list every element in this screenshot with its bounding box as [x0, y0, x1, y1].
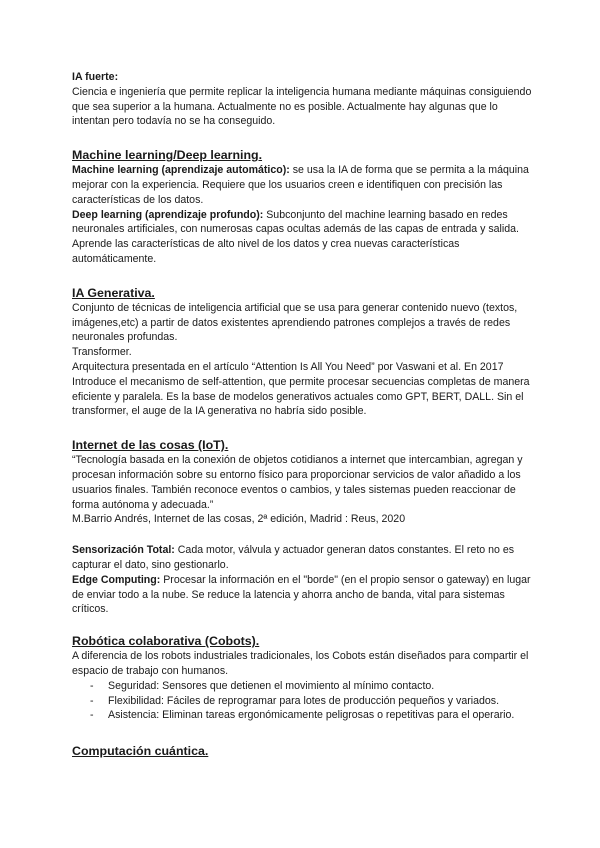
- ml-heading: Machine learning/Deep learning.: [72, 148, 263, 163]
- iot-quote: “Tecnología basada en la conexión de objetos cotidianos a internet que intercambian, agregan y procesan información sobre su entorno físico para proporcionar servicios de valor añadido a los usuarios finales. También reconoce eventos o cambios, y tales sistemas pueden reaccionar de forma autónoma y adecuada.”: [72, 454, 523, 511]
- section-ia-fuerte: [72, 70, 534, 129]
- ia-fuerte-title: IA fuerte:: [72, 71, 119, 83]
- iot-citation: M.Barrio Andrés, Internet de las cosas, 2ª edición, Madrid : Reus, 2020: [72, 513, 406, 526]
- generativa-heading: IA Generativa.: [72, 285, 155, 300]
- transformer-label: Transformer.: [72, 346, 132, 359]
- ml-text: se usa la IA de forma que se permita a la máquina mejorar con la experiencia. Requiere que los usuarios creen e identifiquen con precisión las características de los datos.: [72, 164, 529, 206]
- document-page: [72, 70, 534, 759]
- dl-paragraph: [72, 208, 534, 267]
- cuantica-heading: Computación cuántica.: [72, 744, 209, 759]
- section-computacion-cuantica: [72, 743, 534, 759]
- section-ia-generativa: [72, 285, 534, 419]
- ml-term: Machine learning (aprendizaje automático):: [72, 164, 290, 177]
- ia-fuerte-text: Ciencia e ingeniería que permite replicar la inteligencia humana mediante máquinas consiguiendo que sea superior a la humana. Actualmente no es posible. Actualmente hay algunas que lo intentan pero todavía no se ha conseguido.: [72, 85, 532, 128]
- edge-text: Procesar la información en el "borde" (en el propio sensor o gateway) en lugar de enviar todo a la nube. Se reduce la latencia y ahorra ancho de banda, vital para sistemas críticos.: [72, 573, 531, 616]
- iot-heading: Internet de las cosas (IoT).: [72, 438, 229, 453]
- sensorizacion-paragraph: [72, 543, 534, 573]
- transformer-text: Arquitectura presentada en el artículo “Attention Is All You Need” por Vaswani et al. En 2017 Introduce el mecanismo de self-attention, que permite procesar secuencias completas de manera eficiente y paralela. Es la base de modelos generativos actuales como GPT, BERT, DALL. Sin el transformer, el auge de la IA generativa no habría sido posible.: [72, 360, 530, 418]
- robotica-heading: Robótica colaborativa (Cobots).: [72, 634, 260, 649]
- sensorizacion-text: Cada motor, válvula y actuador generan datos constantes. El reto no es capturar el dato, sino gestionarlo.: [72, 544, 515, 571]
- robotica-text: A diferencia de los robots industriales tradicionales, los Cobots están diseñados para compartir el espacio de trabajo con humanos.: [72, 650, 529, 677]
- edge-term: Edge Computing:: [72, 573, 161, 586]
- list-item: - Seguridad: Sensores que detienen el movimiento al mínimo contacto.: [90, 679, 534, 694]
- section-robotica: [72, 633, 534, 723]
- list-item: - Asistencia: Eliminan tareas ergonómicamente peligrosas o repetitivas para el operario.: [90, 708, 534, 723]
- generativa-text: Conjunto de técnicas de inteligencia artificial que se usa para generar contenido nuevo (textos, imágenes,etc) a partir de datos existentes aprendiendo patrones complejos a través de redes neuronales profundas.: [72, 301, 518, 344]
- ml-paragraph: [72, 163, 534, 207]
- sensorizacion-term: Sensorización Total:: [72, 544, 175, 557]
- robotica-list: [72, 679, 534, 723]
- section-machine-learning: [72, 147, 534, 267]
- section-iot: [72, 437, 534, 617]
- dl-text: Subconjunto del machine learning basado en redes neuronales artificiales, con numerosas capas ocultas además de las capas de entrada y salida. Aprende las características de alto nivel de los datos y crea nuevas características automáticamente.: [72, 208, 519, 265]
- dl-term: Deep learning (aprendizaje profundo):: [72, 208, 264, 221]
- list-item: - Flexibilidad: Fáciles de reprogramar para lotes de producción pequeños y variados.: [90, 694, 534, 709]
- edge-paragraph: [72, 573, 534, 617]
